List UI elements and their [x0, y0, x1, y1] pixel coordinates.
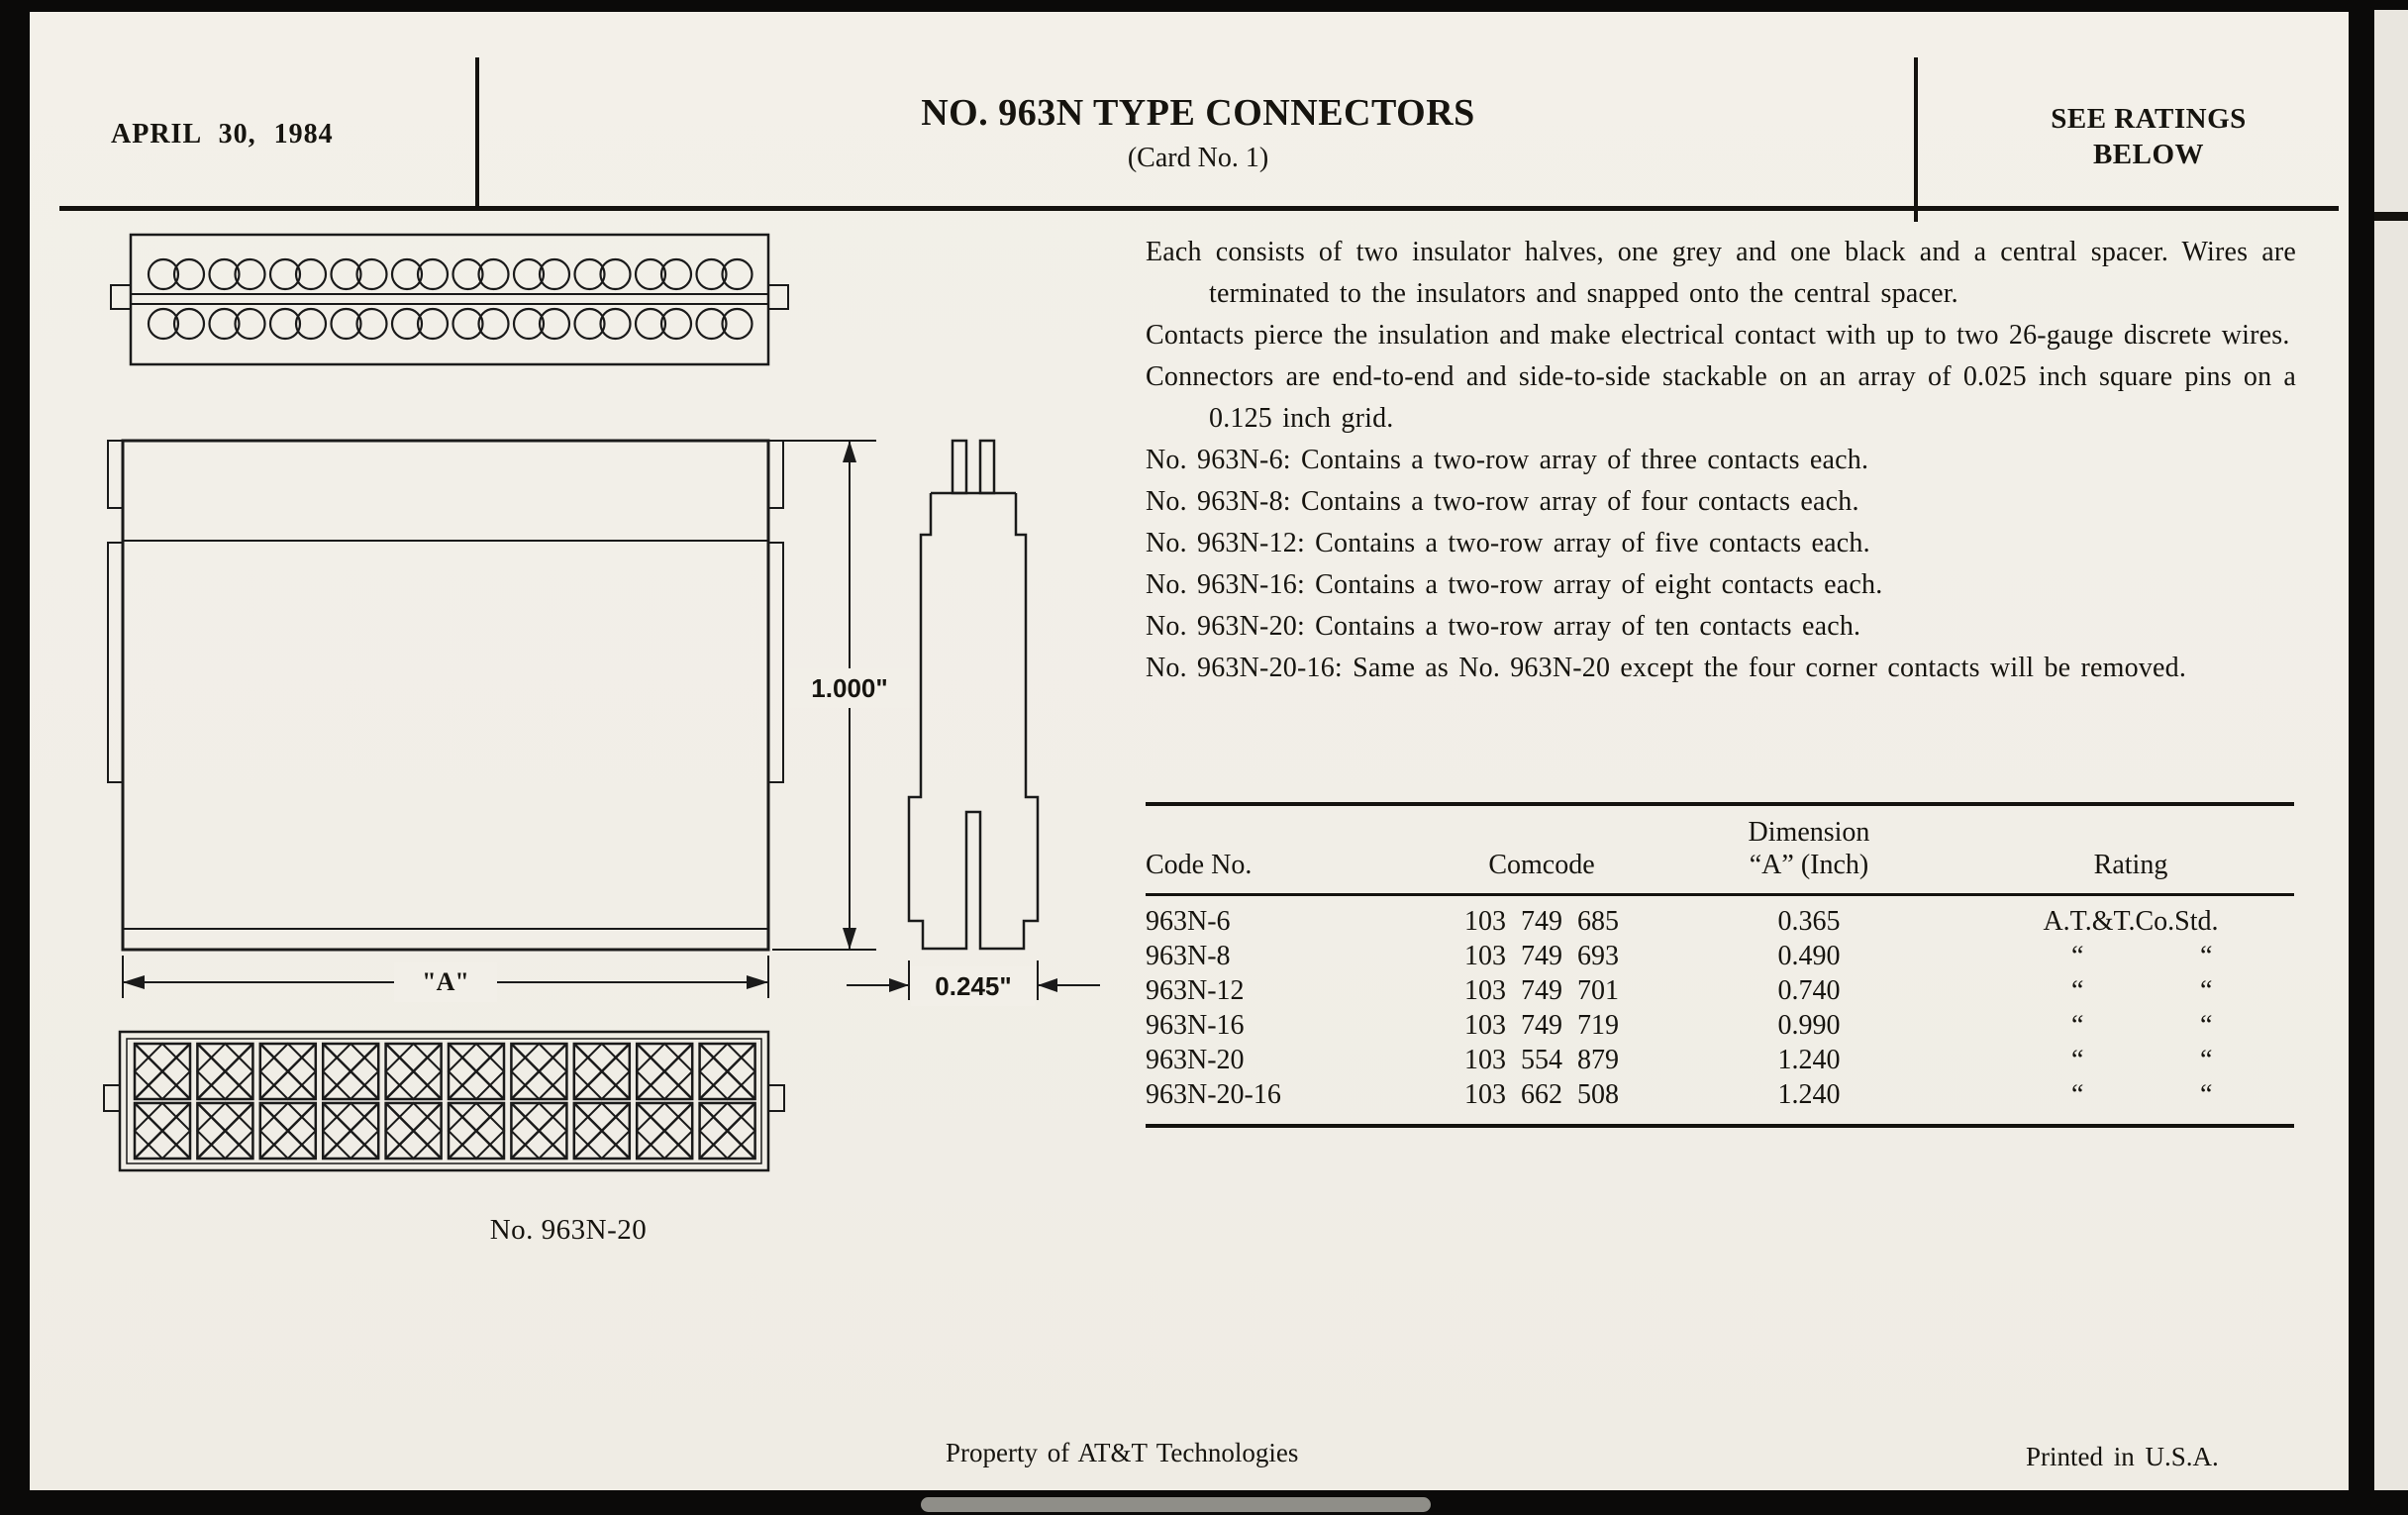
- header-divider-right: [1914, 57, 1918, 222]
- cell-dimension-a: 1.240: [1777, 1079, 1841, 1110]
- table-row: [1146, 1077, 2294, 1112]
- cell-code-no: 963N-16: [1146, 1010, 1245, 1041]
- cell-comcode: 103 749 701: [1464, 975, 1619, 1006]
- cell-rating: [1967, 1043, 2294, 1077]
- wire-side-drawing: [111, 235, 788, 364]
- ditto-mark: “: [2071, 1079, 2084, 1110]
- dimension-height-label: 1.000": [785, 668, 914, 708]
- table-row: [1146, 1043, 2294, 1077]
- cell-dimension-a: 0.990: [1777, 1010, 1841, 1041]
- table-row: [1146, 904, 2294, 939]
- dimension-width-label: 0.245": [911, 966, 1036, 1006]
- header-divider-left: [475, 57, 479, 210]
- cell-rating: [1967, 973, 2294, 1008]
- wire-contacts-layer: [149, 259, 752, 339]
- cell-comcode: 103 554 879: [1464, 1045, 1619, 1075]
- ditto-mark: “: [2071, 1010, 2084, 1041]
- cell-dimension-a: 0.740: [1777, 975, 1841, 1006]
- description-paragraph: No. 963N-6: Contains a two-row array of three contacts each.: [1146, 445, 1869, 475]
- cell-rating: [1967, 1008, 2294, 1043]
- page-subtitle: (Card No. 1): [1127, 143, 1269, 173]
- cell-comcode: 103 749 693: [1464, 941, 1619, 971]
- technical-drawings: [94, 228, 1144, 1248]
- description-paragraph: Each consists of two insulator halves, one grey and one black and a central spacer. Wires are terminated to the insulators and snapped onto the central spacer.: [1146, 237, 2296, 309]
- description-paragraph: No. 963N-20-16: Same as No. 963N-20 except the four corner contacts will be removed.: [1146, 653, 2187, 683]
- cell-dimension-a: 1.240: [1777, 1045, 1841, 1075]
- ditto-mark: “: [2200, 941, 2213, 971]
- ratings-table-body: [1146, 896, 2294, 1124]
- cell-code-no: 963N-20-16: [1146, 1079, 1281, 1110]
- cell-rating: [1967, 939, 2294, 973]
- table-row: [1146, 973, 2294, 1008]
- ditto-mark: “: [2200, 1045, 2213, 1075]
- cell-comcode: 103 749 719: [1464, 1010, 1619, 1041]
- side-view-drawing: [108, 441, 783, 950]
- ditto-mark: “: [2071, 1045, 2084, 1075]
- description-paragraph: No. 963N-20: Contains a two-row array of ten contacts each.: [1146, 611, 1861, 642]
- table-row: [1146, 1008, 2294, 1043]
- cell-code-no: 963N-8: [1146, 941, 1231, 971]
- ditto-mark: “: [2071, 975, 2084, 1006]
- header-dimension-a: [1651, 816, 1967, 881]
- cell-code-no: 963N-20: [1146, 1045, 1245, 1075]
- cell-rating: A.T.&T.Co.Std.: [2043, 906, 2219, 937]
- cell-dimension-a: 0.490: [1777, 941, 1841, 971]
- document-date: APRIL 30, 1984: [111, 119, 334, 150]
- header-dimension-line1: Dimension: [1748, 817, 1870, 848]
- ratings-note-line2: BELOW: [2092, 139, 2205, 170]
- cell-code-no: 963N-12: [1146, 975, 1245, 1006]
- header-comcode: Comcode: [1488, 850, 1595, 880]
- ditto-mark: “: [2071, 941, 2084, 971]
- cell-rating: [1967, 1077, 2294, 1112]
- ditto-mark: “: [2200, 1010, 2213, 1041]
- cell-dimension-a: 0.365: [1777, 906, 1841, 937]
- description-paragraphs: [1146, 232, 2296, 689]
- top-view-drawing: [104, 1032, 784, 1170]
- title-block: [738, 91, 1658, 174]
- top-view-caption: No. 963N-20: [489, 1214, 648, 1246]
- cell-comcode: 103 749 685: [1464, 906, 1619, 937]
- description-paragraph: Contacts pierce the insulation and make electrical contact with up to two 26-gauge discrete wires.: [1146, 320, 2290, 351]
- ditto-mark: “: [2200, 1079, 2213, 1110]
- ratings-note-line1: SEE RATINGS: [2051, 103, 2247, 135]
- description-paragraph: No. 963N-16: Contains a two-row array of eight contacts each.: [1146, 569, 1883, 600]
- scan-bottom-smudge: [921, 1497, 1431, 1512]
- header-rating: Rating: [2093, 850, 2168, 880]
- property-note: Property of AT&T Technologies: [946, 1438, 1299, 1467]
- scan-edge-strip: [2374, 10, 2408, 1490]
- cell-comcode: 103 662 508: [1464, 1079, 1619, 1110]
- printed-note: Printed in U.S.A.: [2026, 1442, 2219, 1471]
- contact-cells-layer: [135, 1044, 755, 1159]
- header-code-no: Code No.: [1146, 850, 1253, 880]
- scan-edge-rule-mark: [2374, 212, 2408, 221]
- header-dimension-line2: “A” (Inch): [1749, 850, 1869, 880]
- table-row: [1146, 939, 2294, 973]
- table-header-row: [1146, 806, 2294, 893]
- dimension-a-label: "A": [394, 962, 497, 1002]
- description-paragraph: No. 963N-8: Contains a two-row array of four contacts each.: [1146, 486, 1859, 517]
- description-paragraph: Connectors are end-to-end and side-to-side stackable on an array of 0.025 inch square pins on a 0.125 inch grid.: [1146, 361, 2296, 434]
- cell-code-no: 963N-6: [1146, 906, 1231, 937]
- page-title: NO. 963N TYPE CONNECTORS: [921, 92, 1475, 134]
- description-paragraph: No. 963N-12: Contains a two-row array of five contacts each.: [1146, 528, 1870, 558]
- ratings-table: [1146, 802, 2294, 1128]
- ratings-note: [1980, 101, 2317, 172]
- profile-drawing: [909, 441, 1038, 949]
- header-rule: [59, 206, 2339, 211]
- ditto-mark: “: [2200, 975, 2213, 1006]
- table-rule-bottom: [1146, 1124, 2294, 1128]
